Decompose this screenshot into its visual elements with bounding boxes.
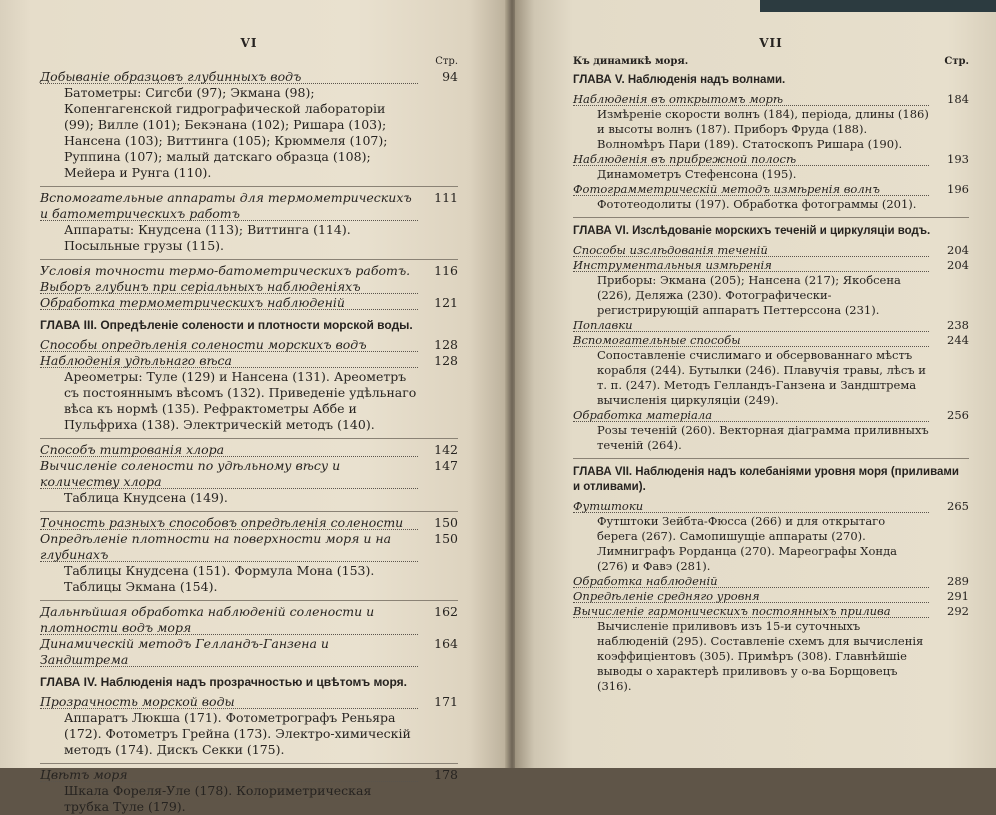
chapter-heading: ГЛАВА VII. Наблюденія надъ колебаніями уровня моря (приливами и отливами). — [573, 466, 959, 493]
toc-topic-title: Точность разныхъ способовъ опредѣленія солености — [40, 515, 404, 530]
section-divider — [40, 438, 458, 439]
right-page-content — [573, 36, 969, 694]
toc-topic-title: Обработка матеріала — [573, 408, 713, 422]
toc-topic-description: Вычисленіе приливовъ изъ 15-и суточныхъ наблюденій (295). Составленіе схемъ для вычисленія коэффиціентовъ (305). Примѣръ (308). Главнѣйшіе выводы о характерѣ приливовъ у о-ва Борщовецъ (316). — [597, 619, 924, 693]
toc-topic — [40, 353, 458, 369]
toc-page-number: 171 — [434, 694, 458, 709]
toc-topic-title: Футштоки — [573, 499, 644, 513]
toc-topic — [40, 636, 458, 668]
toc-topic-description: Динамометръ Стефенсона (195). — [597, 167, 797, 181]
toc-page-number: 128 — [434, 337, 458, 352]
toc-topic-description: Батометры: Сигсби (97); Экмана (98); Копенгагенской гидрографической лабораторіи (99); Вилле (101); Бекэнана (102); Ришара (103); Нансена (103); Виттинга (105); Крюммеля (107); Руппина (107); малый датскаго образца (108); Мейера и Рунга (110). — [64, 85, 388, 180]
toc-topic-description: Аппараты: Кнудсена (113); Виттинга (114). Посыльные грузы (115). — [64, 222, 351, 253]
toc-topic — [40, 604, 458, 636]
toc-topic-description: Аппаратъ Люкша (171). Фотометрографъ Реньяра (172). Фотометръ Грейна (173). Электро-химическій методъ (174). Дискъ Секки (175). — [64, 710, 411, 757]
toc-topic-title: Поплавки — [573, 318, 633, 332]
toc-page-number: 291 — [947, 589, 969, 603]
toc-topic — [573, 243, 969, 258]
chapter-heading: ГЛАВА IV. Наблюденія надъ прозрачностью и цвѣтомъ моря. — [40, 675, 408, 689]
toc-page-number: 150 — [434, 531, 458, 546]
toc-page-number: 150 — [434, 515, 458, 530]
toc-topic-description: Футштоки Зейбта-Фюсса (266) и для открытаго берега (267). Самопишущіе аппараты (270). Лимниграфъ Рорданца (270). Мареографы Хонда (276) и Фавэ (281). — [597, 514, 898, 573]
toc-topic — [40, 442, 458, 458]
toc-topic-description: Таблица Кнудсена (149). — [64, 490, 228, 505]
toc-page-number: 94 — [442, 69, 458, 84]
toc-page-number: 162 — [434, 604, 458, 619]
toc-page-number: 184 — [947, 92, 969, 106]
toc-page-number: 289 — [947, 574, 969, 588]
toc-topic-title: Фотограмметрическій методъ измѣренія волнъ — [573, 182, 880, 196]
toc-list-left — [40, 69, 458, 815]
toc-topic-description: Фототеодолиты (197). Обработка фотограммы (201). — [597, 197, 917, 211]
toc-topic-title: Условія точности термо-батометрическихъ работъ. Выборъ глубинъ при серіальныхъ наблюденіяхъ — [40, 263, 411, 294]
column-header-right: Стр. — [944, 56, 969, 67]
section-divider — [40, 763, 458, 764]
toc-page-number: 111 — [434, 190, 458, 205]
toc-topic — [40, 694, 458, 710]
toc-topic-description: Приборы: Экмана (205); Нансена (217); Якобсена (226), Деляжа (230). Фотографически-регистрирующій аппаратъ Петтерссона (231). — [597, 273, 901, 317]
running-head-row — [573, 56, 969, 67]
toc-topic-title: Способы изслѣдованія теченій — [573, 243, 768, 257]
toc-page-number: 142 — [434, 442, 458, 457]
toc-page-number: 116 — [434, 263, 458, 278]
toc-topic — [40, 767, 458, 783]
page-number-right: VII — [759, 36, 783, 50]
toc-topic — [40, 69, 458, 85]
chapter-heading: ГЛАВА III. Опредѣленіе солености и плотности морской воды. — [40, 318, 413, 332]
toc-page-number: 244 — [947, 333, 969, 347]
toc-page-number: 256 — [947, 408, 969, 422]
toc-topic — [573, 604, 969, 619]
toc-page-number: 292 — [947, 604, 969, 618]
toc-topic — [573, 408, 969, 423]
toc-list-right — [573, 73, 969, 694]
toc-topic — [40, 458, 458, 490]
toc-topic — [573, 499, 969, 514]
toc-topic — [573, 182, 969, 197]
running-head: Къ динамикѣ моря. — [573, 56, 689, 67]
toc-topic-title: Вспомогательные аппараты для термометрическихъ и батометрическихъ работъ — [40, 190, 412, 221]
toc-topic-title: Опредѣленіе средняго уровня — [573, 589, 760, 603]
chapter-heading: ГЛАВА V. Наблюденія надъ волнами. — [573, 74, 786, 86]
toc-topic-description: Шкала Фореля-Уле (178). Колориметрическая трубка Туле (179). — [64, 783, 372, 814]
toc-page-number: 164 — [434, 636, 458, 651]
toc-topic-title: Наблюденія въ открытомъ морѣ — [573, 92, 784, 106]
toc-page-number: 147 — [434, 458, 458, 473]
page-number-left: VI — [240, 36, 258, 50]
section-divider — [40, 186, 458, 187]
book-cover-edge — [760, 0, 996, 12]
toc-topic-description: Таблицы Кнудсена (151). Формула Мона (153). Таблицы Экмана (154). — [64, 563, 375, 594]
column-header-left: Стр. — [435, 56, 458, 67]
section-divider — [40, 600, 458, 601]
toc-topic — [40, 531, 458, 563]
toc-topic-title: Обработка термометрическихъ наблюденій — [40, 295, 345, 310]
toc-topic-title: Дальнѣйшая обработка наблюденій солености и плотности водъ моря — [40, 604, 375, 635]
toc-topic — [573, 258, 969, 273]
toc-page-number: 121 — [434, 295, 458, 310]
toc-topic — [40, 263, 458, 295]
toc-topic-title: Способы опредѣленія солености морскихъ водъ — [40, 337, 367, 352]
toc-topic-description: Розы теченій (260). Векторная діаграмма приливныхъ теченій (264). — [597, 423, 929, 452]
right-page — [515, 0, 996, 768]
chapter-heading: ГЛАВА VI. Изслѣдованіе морскихъ теченій и циркуляціи водъ. — [573, 225, 931, 237]
toc-topic — [573, 333, 969, 348]
toc-topic — [40, 515, 458, 531]
section-divider — [573, 458, 969, 459]
toc-topic-title: Наблюденія удѣльнаго вѣса — [40, 353, 232, 368]
left-page-content — [40, 36, 458, 815]
toc-topic-description: Ареометры: Туле (129) и Нансена (131). Ареометръ съ постояннымъ вѣсомъ (132). Приведеніе удѣльнаго вѣса къ нормѣ (135). Рефрактометры Аббе и Пульфриха (138). Электрическій методъ (140). — [64, 369, 417, 432]
toc-page-number: 128 — [434, 353, 458, 368]
toc-topic-description: Измѣреніе скорости волнъ (184), періода, длины (186) и высоты волнъ (187). Приборъ Фруда (188). Волномѣръ Пари (189). Статоскопъ Ришара (190). — [597, 107, 929, 151]
section-divider — [40, 259, 458, 260]
toc-topic-title: Обработка наблюденій — [573, 574, 718, 588]
toc-topic-title: Инструментальныя измѣренія — [573, 258, 772, 272]
toc-page-number: 196 — [947, 182, 969, 196]
toc-page-number: 265 — [947, 499, 969, 513]
toc-topic-title: Способъ титрованія хлора — [40, 442, 225, 457]
toc-page-number: 204 — [947, 243, 969, 257]
toc-page-number: 178 — [434, 767, 458, 782]
toc-topic-title: Цвѣтъ моря — [40, 767, 128, 782]
toc-topic-title: Вычисленіе солености по удѣльному вѣсу и количеству хлора — [40, 458, 341, 489]
toc-topic — [573, 318, 969, 333]
toc-topic-title: Прозрачность морской воды — [40, 694, 235, 709]
section-divider — [573, 217, 969, 218]
toc-topic — [573, 152, 969, 167]
toc-topic-title: Динамическій методъ Гелландъ-Ганзена и Зандштрема — [40, 636, 329, 667]
toc-topic-description: Сопоставленіе счислимаго и обсервованнаго мѣстъ корабля (244). Бутылки (246). Плавучія травы, лѣсъ и т. п. (247). Методъ Гелландъ-Ганзена и Зандштрема вычисленія циркуляціи (249). — [597, 348, 926, 407]
toc-page-number: 238 — [947, 318, 969, 332]
toc-topic — [573, 589, 969, 604]
toc-topic — [40, 337, 458, 353]
toc-page-number: 193 — [947, 152, 969, 166]
toc-topic-title: Добываніе образцовъ глубинныхъ водъ — [40, 69, 302, 84]
toc-topic — [40, 295, 458, 311]
toc-page-number: 204 — [947, 258, 969, 272]
toc-topic-title: Вспомогательные способы — [573, 333, 741, 347]
toc-topic-title: Опредѣленіе плотности на поверхности моря и на глубинахъ — [40, 531, 392, 562]
toc-topic — [40, 190, 458, 222]
toc-topic-title: Вычисленіе гармоническихъ постоянныхъ прилива — [573, 604, 891, 618]
section-divider — [40, 511, 458, 512]
toc-topic — [573, 574, 969, 589]
toc-topic — [573, 92, 969, 107]
toc-topic-title: Наблюденія въ прибрежной полосѣ — [573, 152, 797, 166]
